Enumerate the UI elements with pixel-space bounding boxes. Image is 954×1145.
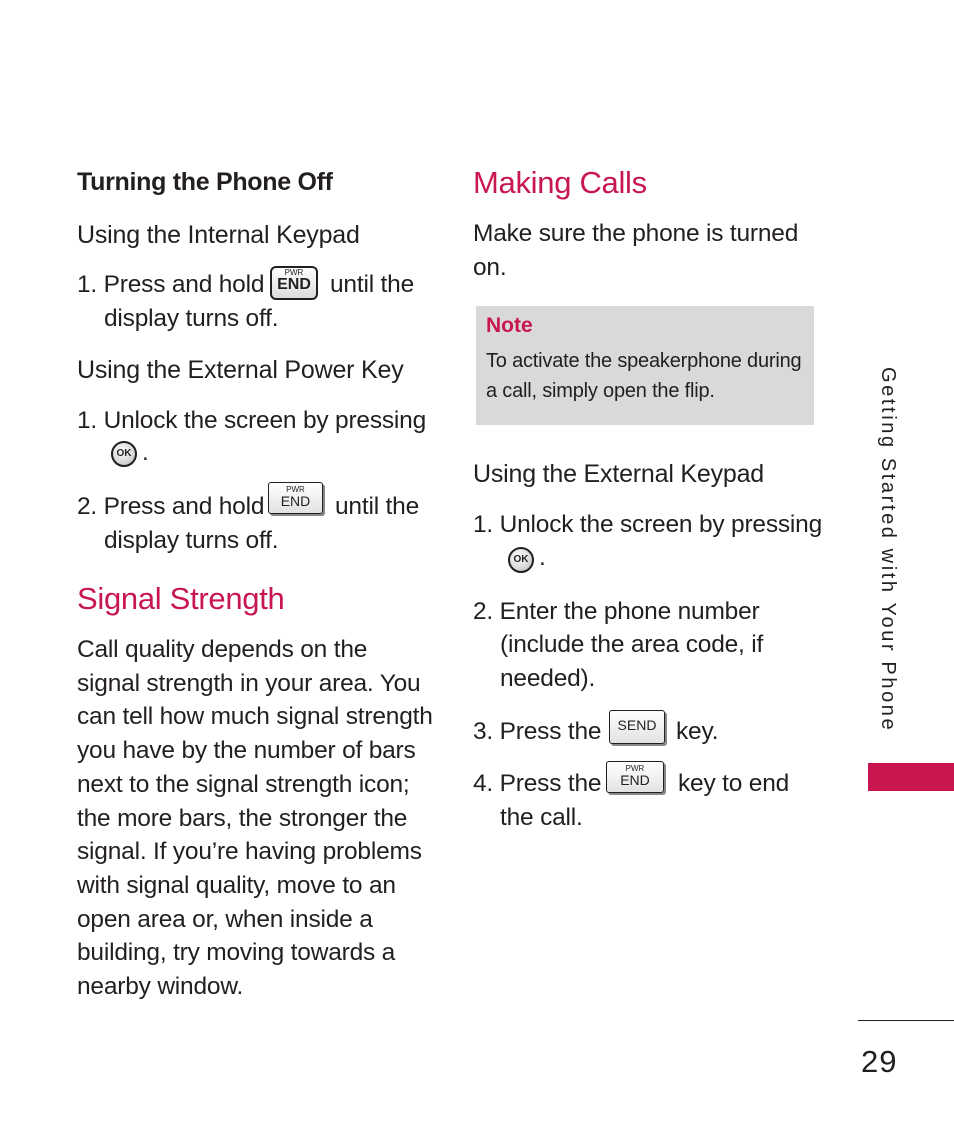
signal-line: the more bars, the stronger the bbox=[77, 804, 408, 832]
making-calls-title: Making Calls bbox=[473, 165, 647, 200]
signal-line: next to the signal strength icon; bbox=[77, 770, 410, 798]
calls-step2-line3: needed). bbox=[500, 665, 596, 692]
ext-power-step2-text: 2. Press and hold bbox=[77, 493, 265, 520]
note-box bbox=[476, 306, 814, 425]
turning-off-heading: Turning the Phone Off bbox=[77, 168, 333, 196]
pwr-key-label: PWR bbox=[284, 268, 304, 277]
signal-line: Call quality depends on the bbox=[77, 636, 368, 663]
signal-line: with signal quality, move to an bbox=[77, 871, 396, 899]
signal-line: building, try moving towards a bbox=[77, 939, 396, 967]
pwr-end-key-icon bbox=[270, 266, 318, 300]
ok-key-icon: OK bbox=[508, 547, 534, 573]
end-key-label: END bbox=[620, 772, 650, 788]
footer-rule bbox=[858, 1020, 954, 1021]
calls-step4-text: 4. Press the bbox=[473, 770, 602, 797]
signal-line: nearby window. bbox=[77, 973, 244, 1001]
signal-line: can tell how much signal strength bbox=[77, 703, 433, 731]
calls-step4-line2: the call. bbox=[500, 804, 583, 831]
making-calls-intro-line2: on. bbox=[473, 254, 507, 281]
ext-power-step2-line2: display turns off. bbox=[104, 527, 279, 554]
page-number: 29 bbox=[861, 1044, 898, 1079]
calls-step2-line2: (include the area code, if bbox=[500, 631, 764, 658]
ext-power-step1-line2: . bbox=[142, 439, 149, 466]
external-keypad-heading: Using the External Keypad bbox=[473, 460, 765, 488]
end-key-label: END bbox=[280, 493, 311, 509]
calls-step3-post: key. bbox=[676, 718, 719, 745]
pwr-key-label: PWR bbox=[286, 485, 305, 494]
chapter-side-tab: Getting Started with Your Phone bbox=[877, 367, 899, 733]
chapter-tab-marker bbox=[868, 763, 954, 791]
internal-step1-line2: display turns off. bbox=[104, 305, 279, 332]
note-title: Note bbox=[486, 314, 533, 337]
internal-step1-post: until the bbox=[330, 271, 415, 298]
making-calls-intro-line1: Make sure the phone is turned bbox=[473, 220, 799, 247]
send-key-label: SEND bbox=[617, 717, 657, 733]
note-text bbox=[486, 346, 801, 406]
calls-step1-line2: . bbox=[539, 544, 546, 571]
signal-line: open area or, when inside a bbox=[77, 905, 373, 933]
internal-step1-text: 1. Press and hold bbox=[77, 271, 265, 298]
ext-power-step1-line1: 1. Unlock the screen by pressing bbox=[77, 407, 427, 434]
end-key-label: END bbox=[277, 276, 311, 293]
pwr-key-label: PWR bbox=[625, 764, 645, 773]
note-line: To activate the speakerphone during bbox=[486, 350, 802, 372]
calls-step1-line1: 1. Unlock the screen by pressing bbox=[473, 511, 823, 538]
external-power-heading: Using the External Power Key bbox=[77, 356, 404, 384]
send-key-icon bbox=[609, 710, 665, 744]
ok-key-icon: OK bbox=[111, 441, 137, 467]
ext-power-step2-post: until the bbox=[335, 493, 420, 520]
signal-line: signal strength in your area. You bbox=[77, 669, 421, 697]
note-line: a call, simply open the flip. bbox=[486, 380, 715, 402]
signal-strength-title: Signal Strength bbox=[77, 581, 285, 616]
signal-strength-paragraph bbox=[77, 633, 433, 1004]
pwr-end-external-key-icon bbox=[268, 482, 323, 514]
signal-line: signal. If you’re having problems bbox=[77, 838, 422, 866]
calls-step2-line1: 2. Enter the phone number bbox=[473, 598, 760, 625]
signal-line: you have by the number of bars bbox=[77, 737, 416, 765]
calls-step4-post: key to end bbox=[678, 770, 790, 797]
calls-step3-text: 3. Press the bbox=[473, 718, 602, 745]
pwr-end-external-key-icon bbox=[606, 761, 664, 793]
internal-keypad-heading: Using the Internal Keypad bbox=[77, 221, 360, 249]
